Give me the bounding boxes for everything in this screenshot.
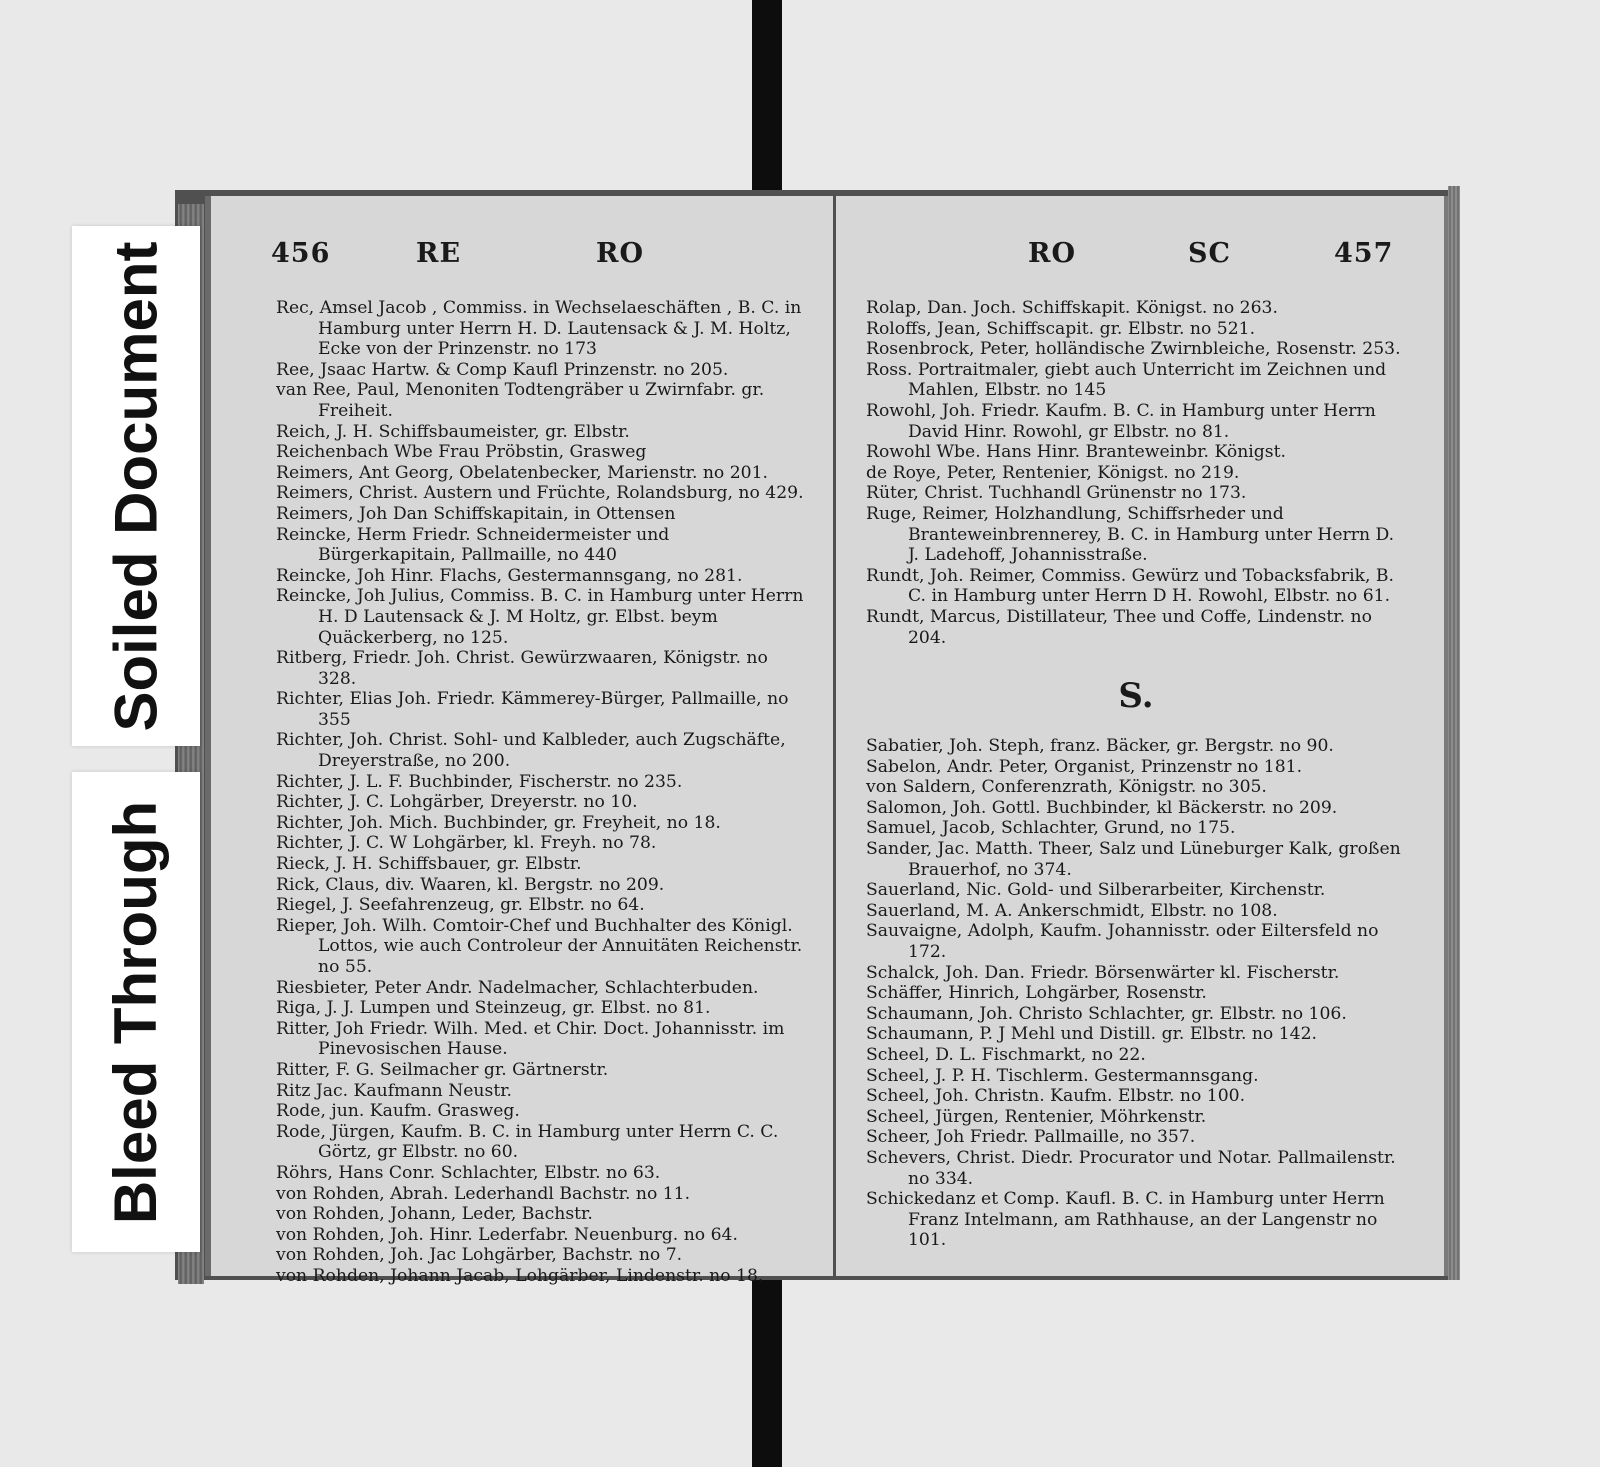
header-right-letters: SC bbox=[1188, 238, 1231, 269]
directory-entry: Richter, Joh. Christ. Sohl- und Kalbleder, auch Zugschäfte, Dreyerstraße, no 200. bbox=[276, 730, 786, 772]
directory-entry: Riga, J. J. Lumpen und Steinzeug, gr. Elbst. no 81. bbox=[276, 998, 711, 1019]
right-entries-block bbox=[866, 298, 1406, 1251]
directory-entry: Reich, J. H. Schiffsbaumeister, gr. Elbstr. bbox=[276, 421, 630, 442]
directory-entry: Scheel, Jürgen, Rentenier, Möhrkenstr. bbox=[866, 1106, 1207, 1127]
directory-entry: Richter, Elias Joh. Friedr. Kämmerey-Bürger, Pallmaille, no 355 bbox=[276, 689, 789, 730]
directory-entry: Ritberg, Friedr. Joh. Christ. Gewürzwaaren, Königstr. no 328. bbox=[276, 648, 768, 689]
directory-entry: Rowohl, Joh. Friedr. Kaufm. B. C. in Hamburg unter Herrn David Hinr. Rowohl, gr Elbstr. no 81. bbox=[866, 400, 1376, 442]
label-bleed-through-text: Bleed Through bbox=[102, 800, 170, 1224]
directory-entry: Sabatier, Joh. Steph, franz. Bäcker, gr. Bergstr. no 90. bbox=[866, 736, 1334, 757]
header-left-letters: RO bbox=[1028, 238, 1076, 269]
left-page bbox=[205, 196, 833, 1286]
directory-entry: Samuel, Jacob, Schlachter, Grund, no 175. bbox=[866, 818, 1236, 839]
directory-entry: Ritter, Joh Friedr. Wilh. Med. et Chir. Doct. Johannisstr. im Pinevosischen Hause. bbox=[276, 1018, 785, 1060]
directory-entry: Salomon, Joh. Gottl. Buchbinder, kl Bäckerstr. no 209. bbox=[866, 797, 1338, 818]
directory-entry: Riesbieter, Peter Andr. Nadelmacher, Schlachterbuden. bbox=[276, 977, 759, 998]
right-page bbox=[836, 196, 1448, 1276]
directory-entry: Sauvaigne, Adolph, Kaufm. Johannisstr. oder Eiltersfeld no 172. bbox=[866, 921, 1379, 963]
section-letter: S. bbox=[1118, 676, 1154, 717]
directory-entry: Ruge, Reimer, Holzhandlung, Schiffsrheder und Branteweinbrennerey, B. C. in Hamburg unter Herrn D. J. Ladehoff, Johannisstraße. bbox=[866, 503, 1395, 566]
directory-entry: Rüter, Christ. Tuchhandl Grünenstr no 173. bbox=[866, 483, 1247, 504]
directory-entry: Rundt, Marcus, Distillateur, Thee und Coffe, Lindenstr. no 204. bbox=[866, 606, 1372, 648]
directory-entry: Schaumann, P. J Mehl und Distill. gr. Elbstr. no 142. bbox=[866, 1024, 1318, 1045]
directory-entry: van Ree, Paul, Menoniten Todtengräber u Zwirnfabr. gr. Freiheit. bbox=[276, 380, 765, 421]
directory-entry: Reimers, Christ. Austern und Früchte, Rolandsburg, no 429. bbox=[276, 483, 804, 504]
directory-entry: Riegel, J. Seefahrenzeug, gr. Elbstr. no 64. bbox=[276, 895, 645, 916]
directory-entry: Ritz Jac. Kaufmann Neustr. bbox=[276, 1080, 513, 1101]
directory-entry: Richter, J. C. Lohgärber, Dreyerstr. no 10. bbox=[276, 792, 638, 813]
directory-entry: Rieck, J. H. Schiffsbauer, gr. Elbstr. bbox=[276, 854, 582, 875]
directory-entry: Reimers, Joh Dan Schiffskapitain, in Ottensen bbox=[276, 503, 676, 524]
directory-entry: Reincke, Joh Julius, Commiss. B. C. in Hamburg unter Herrn H. D Lautensack & J. M Holtz, gr. Elbst. beym Quäckerberg, no 125. bbox=[276, 586, 804, 648]
directory-entry: von Rohden, Abrah. Lederhandl Bachstr. no 11. bbox=[276, 1183, 691, 1204]
header-left-letters: RE bbox=[416, 238, 462, 269]
directory-entry: Rundt, Joh. Reimer, Commiss. Gewürz und Tobacksfabrik, B. C. in Hamburg unter Herrn D H. Rowohl, Elbstr. no 61. bbox=[866, 565, 1395, 607]
directory-entry: Schalck, Joh. Dan. Friedr. Börsenwärter kl. Fischerstr. bbox=[866, 962, 1340, 983]
directory-entry: von Saldern, Conferenzrath, Königstr. no 305. bbox=[866, 777, 1267, 798]
right-page-edges bbox=[1448, 186, 1460, 1280]
directory-entry: Schickedanz et Comp. Kaufl. B. C. in Hamburg unter Herrn Franz Intelmann, am Rathhause, an der Langenstr no 101. bbox=[866, 1189, 1385, 1251]
right-page-header bbox=[836, 238, 1444, 278]
directory-entry: Rick, Claus, div. Waaren, kl. Bergstr. no 209. bbox=[276, 874, 665, 895]
directory-entry: Ritter, F. G. Seilmacher gr. Gärtnerstr. bbox=[276, 1059, 609, 1080]
directory-entry: Richter, J. C. W Lohgärber, kl. Freyh. no 78. bbox=[276, 833, 657, 854]
label-soiled-document bbox=[72, 226, 200, 746]
directory-entry: Rec, Amsel Jacob , Commiss. in Wechselaeschäften , B. C. in Hamburg unter Herrn H. D. Lautensack & J. M. Holtz, Ecke von der Prinzenstr. no 173 bbox=[276, 298, 802, 360]
directory-entry: von Rohden, Johann, Leder, Bachstr. bbox=[276, 1204, 593, 1225]
directory-entry: Rowohl Wbe. Hans Hinr. Branteweinbr. Königst. bbox=[866, 442, 1286, 463]
left-page-header bbox=[211, 238, 833, 278]
directory-entry: Reincke, Joh Hinr. Flachs, Gestermannsgang, no 281. bbox=[276, 565, 743, 586]
directory-entry: Reincke, Herm Friedr. Schneidermeister und Bürgerkapitain, Pallmaille, no 440 bbox=[276, 524, 670, 566]
directory-entry: Rolap, Dan. Joch. Schiffskapit. Königst. no 263. bbox=[866, 298, 1278, 318]
page-number-left: 456 bbox=[271, 238, 331, 269]
directory-entry: Scheer, Joh Friedr. Pallmaille, no 357. bbox=[866, 1127, 1196, 1148]
directory-entry: Ree, Jsaac Hartw. & Comp Kaufl Prinzenstr. no 205. bbox=[276, 359, 729, 380]
directory-entry: Richter, Joh. Mich. Buchbinder, gr. Freyheit, no 18. bbox=[276, 812, 721, 833]
page-number-right: 457 bbox=[1334, 238, 1394, 269]
left-entries-list bbox=[276, 298, 805, 1287]
directory-entry: Reichenbach Wbe Frau Pröbstin, Grasweg bbox=[276, 442, 647, 463]
directory-entry: Schaumann, Joh. Christo Schlachter, gr. Elbstr. no 106. bbox=[866, 1003, 1347, 1024]
directory-entry: Rode, jun. Kaufm. Grasweg. bbox=[276, 1101, 520, 1122]
directory-entry: Sander, Jac. Matth. Theer, Salz und Lüneburger Kalk, großen Brauerhof, no 374. bbox=[866, 839, 1401, 880]
directory-entry: Rieper, Joh. Wilh. Comtoir-Chef und Buchhalter des Königl. Lottos, wie auch Controleur der Annuitäten Reichenstr. no 55. bbox=[276, 915, 803, 977]
directory-entry: Reimers, Ant Georg, Obelatenbecker, Marienstr. no 201. bbox=[276, 462, 769, 483]
header-right-letters: RO bbox=[596, 238, 644, 269]
label-soiled-document-text: Soiled Document bbox=[102, 240, 170, 732]
directory-entry: Schevers, Christ. Diedr. Procurator und Notar. Pallmailenstr. no 334. bbox=[866, 1147, 1396, 1189]
label-bleed-through bbox=[72, 772, 200, 1252]
directory-entry: Rode, Jürgen, Kaufm. B. C. in Hamburg unter Herrn C. C. Görtz, gr Elbstr. no 60. bbox=[276, 1121, 779, 1163]
directory-entry: Schäffer, Hinrich, Lohgärber, Rosenstr. bbox=[866, 983, 1207, 1004]
directory-entry: Scheel, J. P. H. Tischlerm. Gestermannsgang. bbox=[866, 1065, 1259, 1086]
directory-entry: Rosenbrock, Peter, holländische Zwirnbleiche, Rosenstr. 253. bbox=[866, 339, 1401, 360]
directory-entry: Sabelon, Andr. Peter, Organist, Prinzenstr no 181. bbox=[866, 756, 1303, 777]
directory-entry: Sauerland, M. A. Ankerschmidt, Elbstr. no 108. bbox=[866, 900, 1278, 921]
directory-entry: Röhrs, Hans Conr. Schlachter, Elbstr. no 63. bbox=[276, 1162, 661, 1183]
directory-entry: Ross. Portraitmaler, giebt auch Unterricht im Zeichnen und Mahlen, Elbstr. no 145 bbox=[866, 359, 1387, 401]
directory-entry: Scheel, Joh. Christn. Kaufm. Elbstr. no 100. bbox=[866, 1086, 1246, 1107]
directory-entry: Sauerland, Nic. Gold- und Silberarbeiter, Kirchenstr. bbox=[866, 880, 1326, 901]
directory-entry: de Roye, Peter, Rentenier, Königst. no 219. bbox=[866, 462, 1240, 483]
directory-entry: Richter, J. L. F. Buchbinder, Fischerstr. no 235. bbox=[276, 771, 683, 792]
directory-entry: von Rohden, Johann Jacab, Lohgärber, Lindenstr. no 18. bbox=[276, 1265, 764, 1286]
directory-entry: von Rohden, Joh. Hinr. Lederfabr. Neuenburg. no 64. bbox=[276, 1224, 738, 1245]
right-entries-top bbox=[866, 298, 1406, 648]
directory-entry: von Rohden, Joh. Jac Lohgärber, Bachstr. no 7. bbox=[276, 1245, 683, 1266]
right-entries-bottom bbox=[866, 736, 1406, 1251]
directory-entry: Scheel, D. L. Fischmarkt, no 22. bbox=[866, 1045, 1146, 1065]
directory-entry: Roloffs, Jean, Schiffscapit. gr. Elbstr. no 521. bbox=[866, 318, 1256, 339]
